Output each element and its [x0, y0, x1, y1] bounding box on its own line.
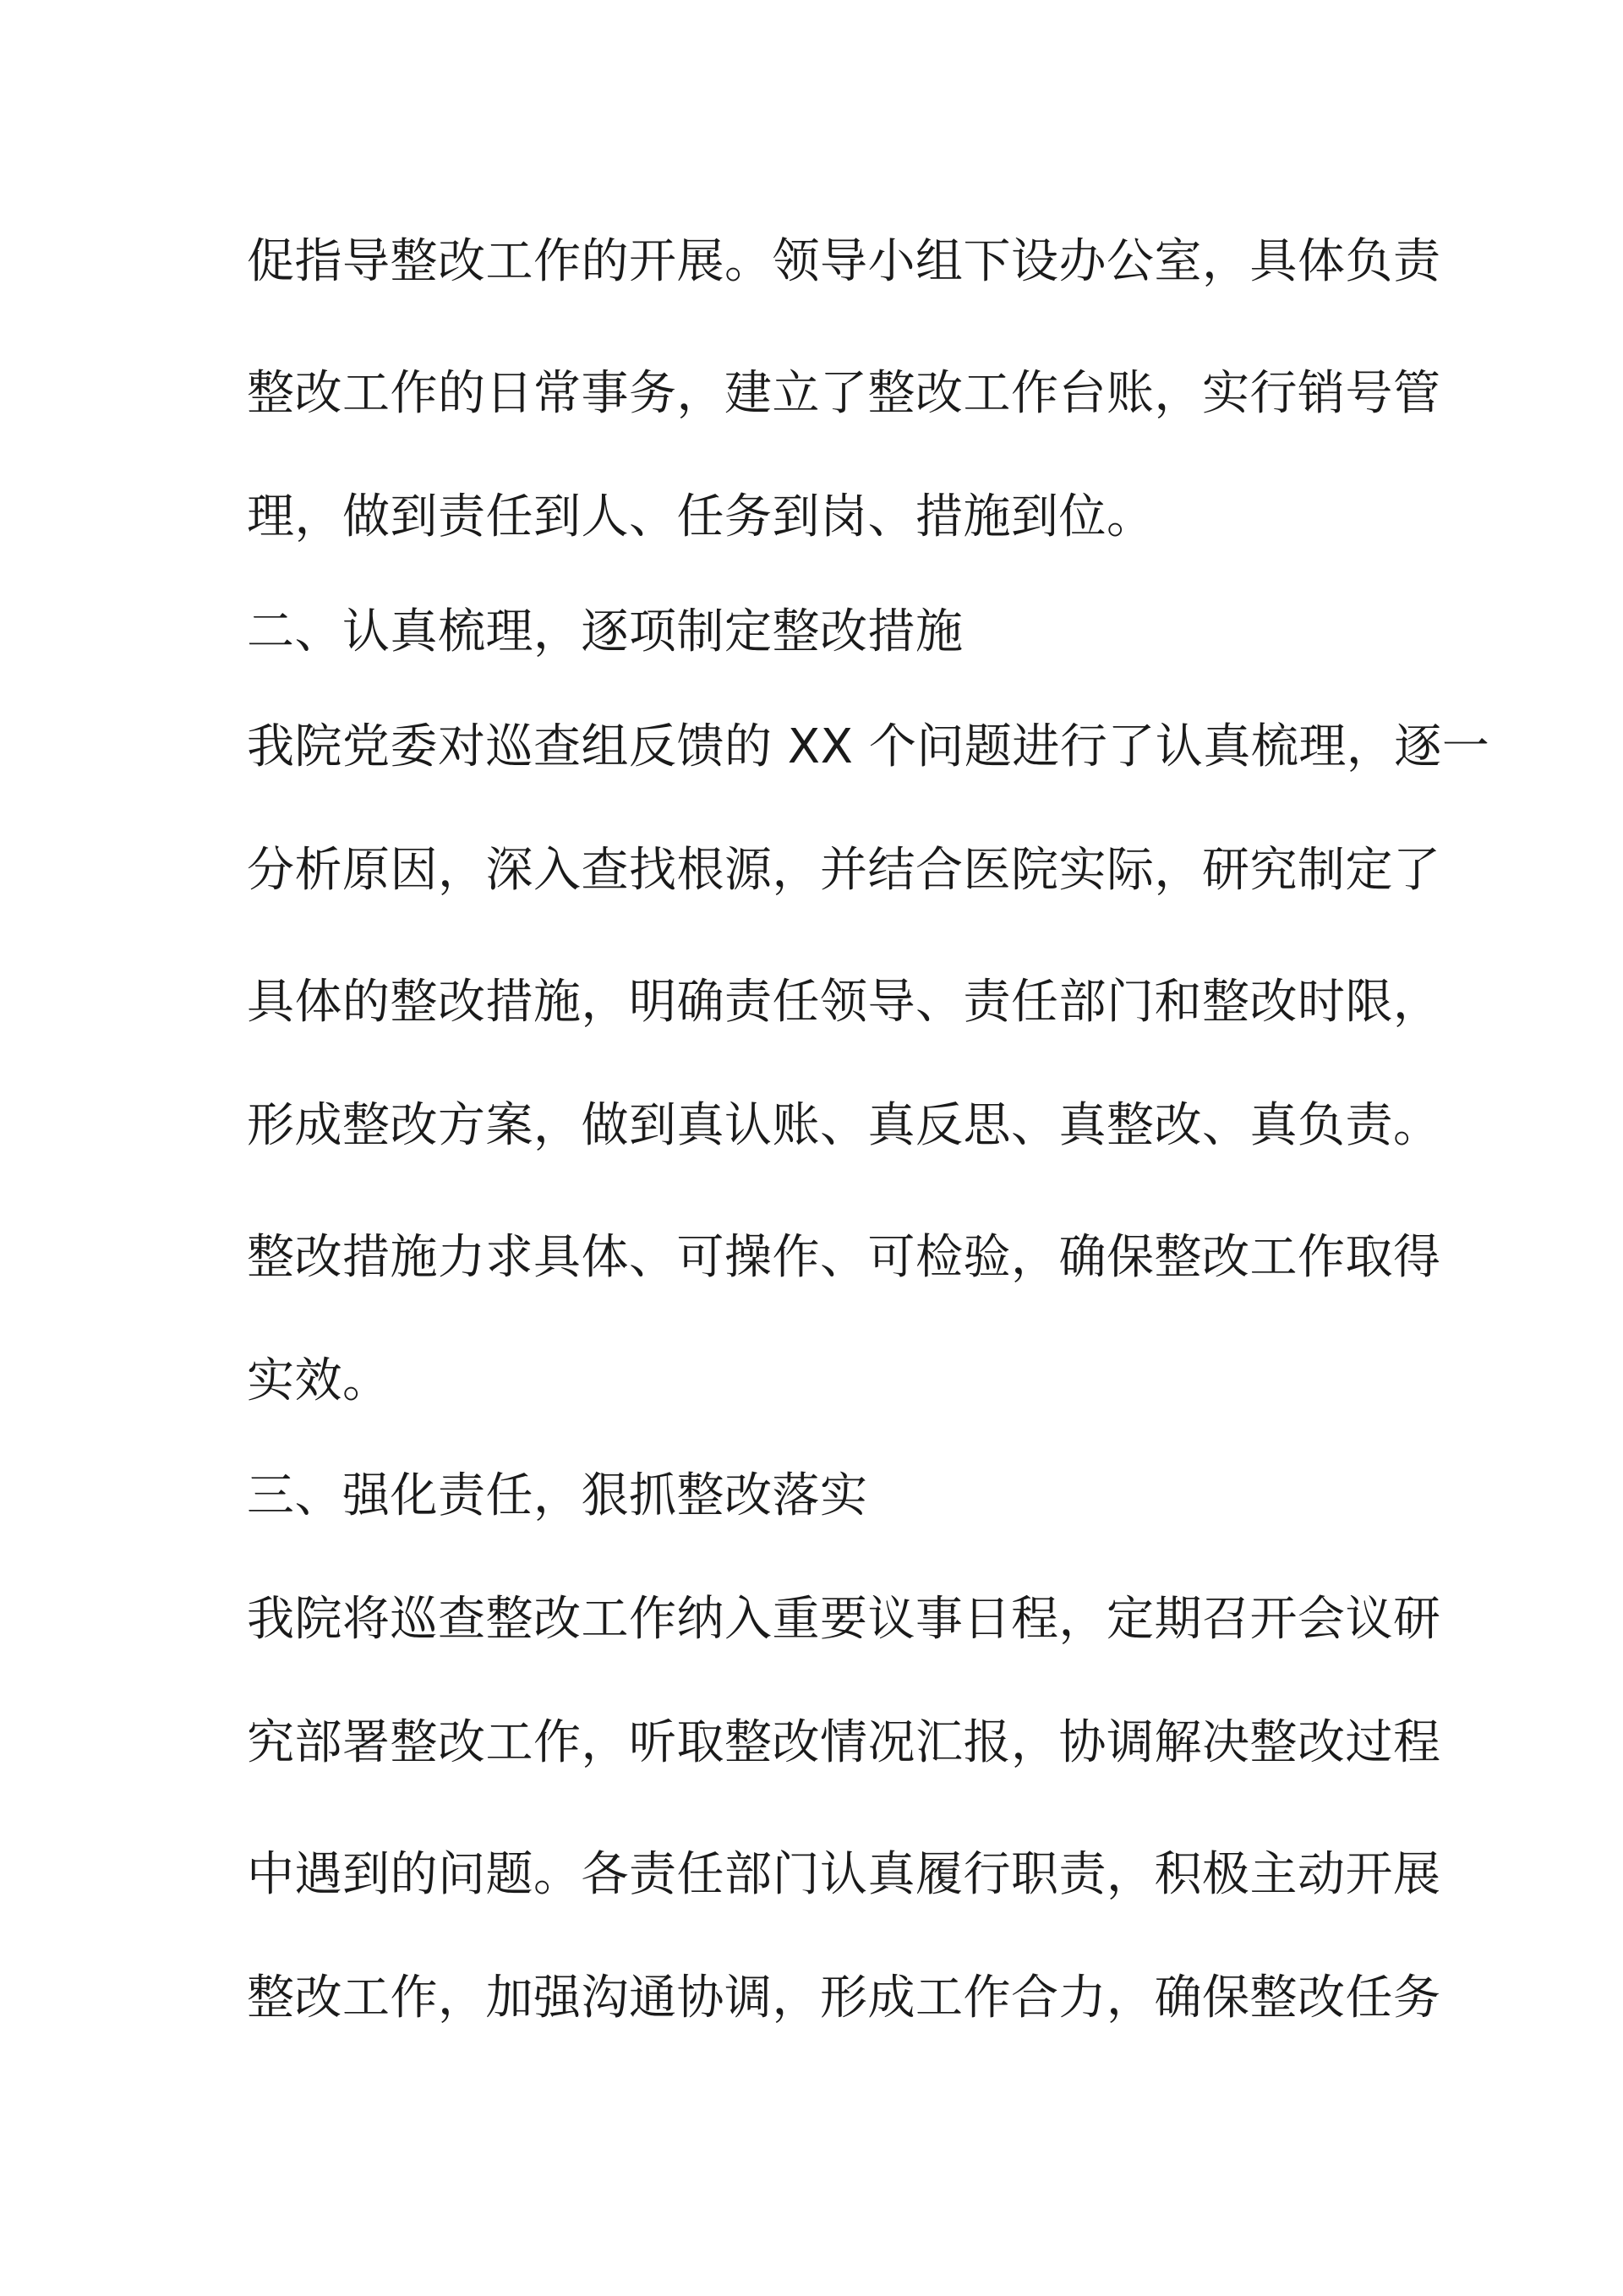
paragraph-line: 整改工作的日常事务，建立了整改工作台账，实行销号管: [247, 366, 1441, 421]
paragraph-line: 我院将巡查整改工作纳入重要议事日程，定期召开会议研: [247, 1592, 1441, 1647]
paragraph-line: 整改措施力求具体、可操作、可检验，确保整改工作取得: [247, 1230, 1441, 1285]
paragraph-line: 促指导整改工作的开展。领导小组下设办公室，具体负责: [247, 234, 1441, 289]
paragraph-line: 具体的整改措施，明确责任领导、责任部门和整改时限，: [247, 975, 1441, 1030]
paragraph-line: 形成整改方案，做到真认账、真反思、真整改、真负责。: [247, 1098, 1441, 1153]
paragraph-line: 究部署整改工作，听取整改情况汇报，协调解决整改过程: [247, 1715, 1441, 1770]
paragraph-line: 整改工作，加强沟通协调，形成工作合力，确保整改任务: [247, 1971, 1441, 2025]
paragraph-line: 实效。: [247, 1353, 391, 1408]
paragraph-line: 理，做到责任到人、任务到岗、措施到位。: [247, 489, 1155, 544]
section-heading: 二、认真梳理，逐项制定整改措施: [247, 604, 964, 659]
paragraph-line: 我院党委对巡查组反馈的 XX 个问题进行了认真梳理，逐一: [247, 719, 1490, 774]
paragraph-line: 分析原因，深入查找根源，并结合医院实际，研究制定了: [247, 843, 1441, 898]
section-heading: 三、强化责任，狠抓整改落实: [247, 1468, 868, 1523]
paragraph-line: 中遇到的问题。各责任部门认真履行职责，积极主动开展: [247, 1847, 1441, 1902]
